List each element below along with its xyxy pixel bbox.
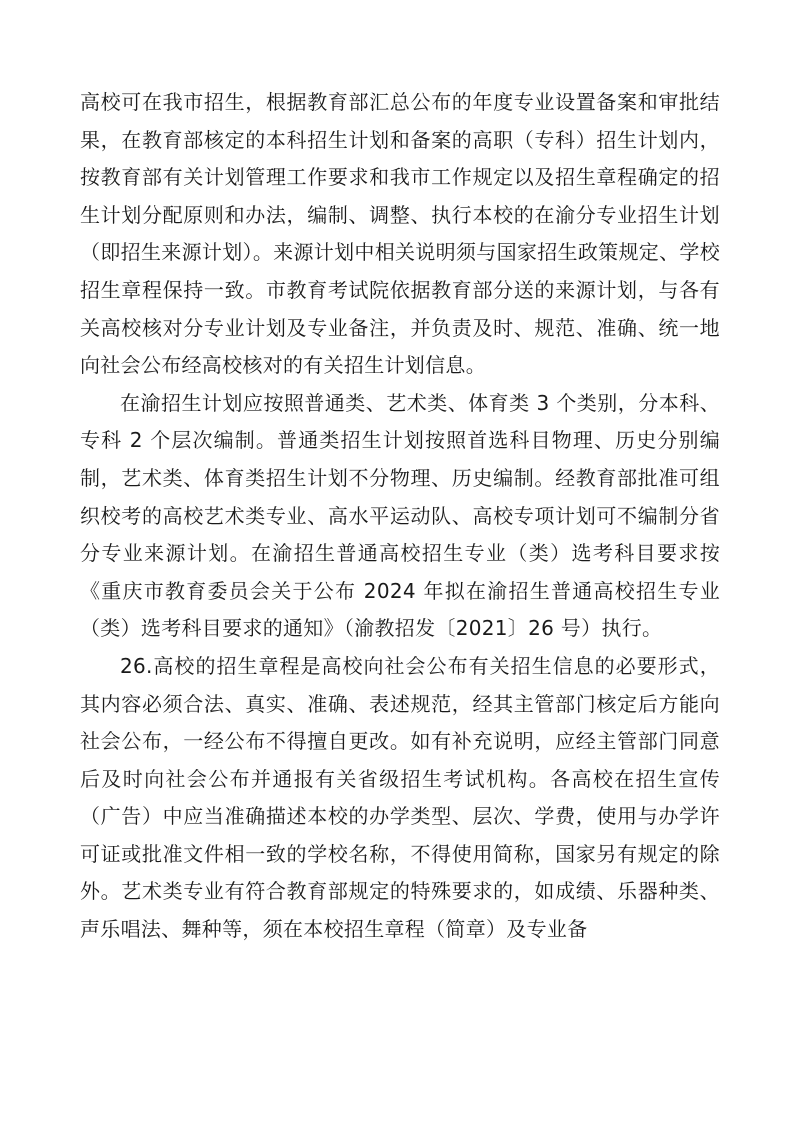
document-body: [80, 84, 720, 949]
paragraph-continuation: 高校可在我市招生，根据教育部汇总公布的年度专业设置备案和审批结果，在教育部核定的本科招生计划和备案的高职（专科）招生计划内，按教育部有关计划管理工作要求和我市工作规定以及招生章程确定的招生计划分配原则和办法，编制、调整、执行本校的在渝分专业招生计划（即招生来源计划）。来源计划中相关说明须与国家招生政策规定、学校招生章程保持一致。市教育考试院依据教育部分送的来源计划，与各有关高校核对分专业计划及专业备注，并负责及时、规范、准确、统一地向社会公布经高校核对的有关招生计划信息。: [80, 90, 720, 378]
paragraph-enrollment-plan-categories: 在渝招生计划应按照普通类、艺术类、体育类 3 个类别，分本科、专科 2 个层次编制。普通类招生计划按照首选科目物理、历史分别编制，艺术类、体育类招生计划不分物理、历史编制。经教育部批准可组织校考的高校艺术类专业、高水平运动队、高校专项计划可不编制分省分专业来源计划。在渝招生普通高校招生专业（类）选考科目要求按《重庆市教育委员会关于公布 2024 年拟在渝招生普通高校招生专业（类）选考科目要求的通知》（渝教招发〔2021〕26 号）执行。: [80, 390, 720, 641]
paragraph-article-26: 26.高校的招生章程是高校向社会公布有关招生信息的必要形式，其内容必须合法、真实、准确、表述规范，经其主管部门核定后方能向社会公布，一经公布不得擅自更改。如有补充说明，应经主管部门同意后及时向社会公布并通报有关省级招生考试机构。各高校在招生宣传（广告）中应当准确描述本校的办学类型、层次、学费，使用与办学许可证或批准文件相一致的学校名称，不得使用简称，国家另有规定的除外。艺术类专业有符合教育部规定的特殊要求的，如成绩、乐器种类、声乐唱法、舞种等，须在本校招生章程（简章）及专业备: [80, 653, 720, 942]
